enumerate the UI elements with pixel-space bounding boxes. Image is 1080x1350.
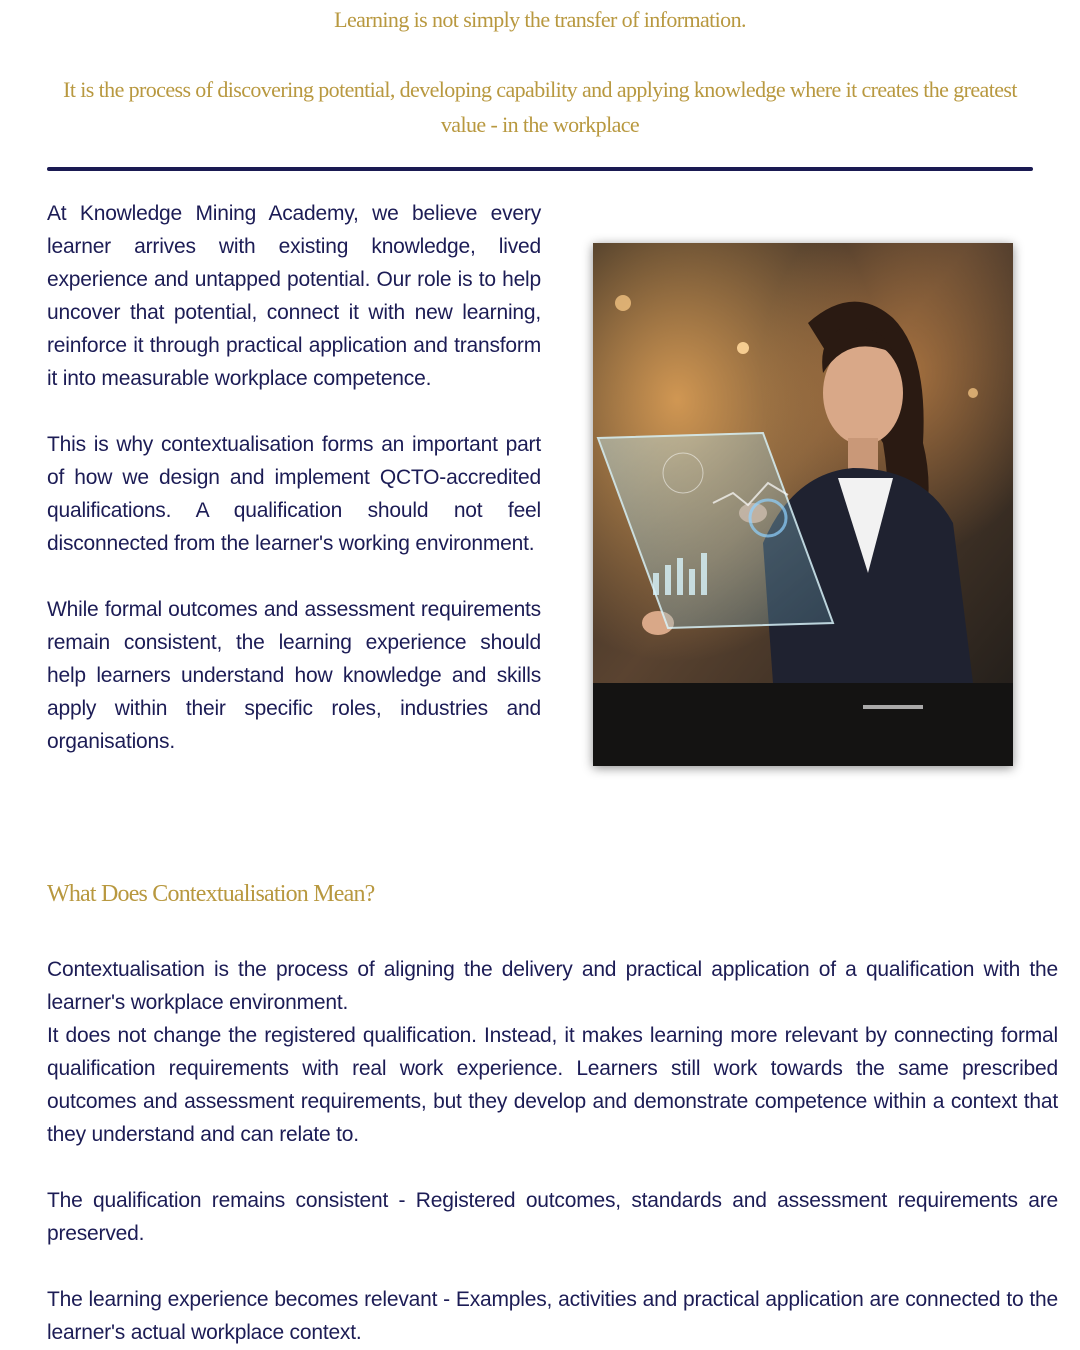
quote-line-2: It is the process of discovering potential, developing capability and applying knowledge where it creates the greatest value - in the workplace	[63, 77, 1017, 137]
section-paragraph: The learning experience becomes relevant - Examples, activities and practical application are connected to the learner's actual workplace context.	[47, 1288, 1058, 1344]
section-divider	[47, 167, 1033, 171]
workplace-photo	[593, 243, 1013, 766]
section-body	[47, 953, 1058, 1349]
intro-paragraph: While formal outcomes and assessment requirements remain consistent, the learning experience should help learners understand how knowledge and skills apply within their specific roles, industries and organisations.	[47, 598, 541, 753]
intro-paragraph: This is why contextualisation forms an important part of how we design and implement QCTO-accredited qualifications. A qualification should not feel disconnected from the learner's working environment.	[47, 433, 541, 555]
section-paragraph: It does not change the registered qualification. Instead, it makes learning more relevant by connecting formal qualification requirements with real work experience. Learners still work towards the same prescribed outcomes and assessment requirements, but they develop and demonstrate competence within a context that they understand and can relate to.	[47, 1024, 1058, 1146]
intro-paragraph: At Knowledge Mining Academy, we believe every learner arrives with existing knowledge, lived experience and untapped potential. Our role is to help uncover that potential, connect it with new learning, reinforce it through practical application and transform it into measurable workplace competence.	[47, 202, 541, 390]
section-heading: What Does Contextualisation Mean?	[47, 881, 375, 907]
quote-line-1: Learning is not simply the transfer of information.	[334, 7, 746, 32]
section-paragraph: Contextualisation is the process of aligning the delivery and practical application of a qualification with the learner's workplace environment.	[47, 958, 1058, 1014]
section-paragraph: The qualification remains consistent - Registered outcomes, standards and assessment requirements are preserved.	[47, 1189, 1058, 1245]
intro-text-column	[47, 197, 541, 791]
